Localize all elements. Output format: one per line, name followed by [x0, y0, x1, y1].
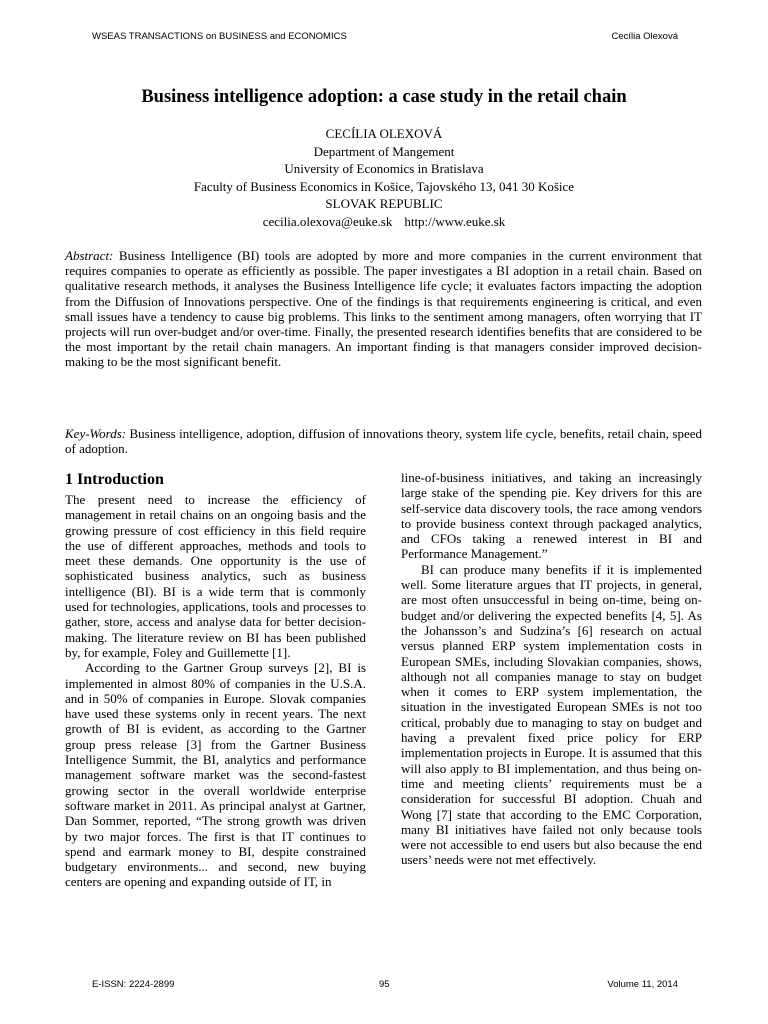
author-department: Department of Mangement — [313, 143, 455, 159]
footer-volume: Volume 11, 2014 — [607, 979, 678, 990]
page-number: 95 — [379, 979, 390, 990]
footer-issn: E-ISSN: 2224-2899 — [92, 979, 175, 990]
author-block — [0, 125, 768, 230]
intro-paragraph-2: According to the Gartner Group surveys [2], BI is implemented in almost 80% of companies in the U.S.A. and in 50% of companies in Europe. Slovak companies have used these systems only in recent years. The next growth of BI is evident, as according to the Gartner group press release [3] from the Gartner Business Intelligence Summit, the BI, analytics and performance management software market was the second-fastest growing sector in the overall worldwide enterprise software market in 2011. As principal analyst at Gartner, Dan Sommer, reported, “The strong growth was driven by two major forces. The first is that IT continues to spend and earmark money to BI, despite constrained budgetary environments... and second, new buying centers are opening and expanding outside of IT, in — [65, 660, 366, 890]
author-url[interactable]: http://www.euke.sk — [404, 213, 506, 229]
author-country: SLOVAK REPUBLIC — [325, 196, 443, 211]
author-name: CECÍLIA OLEXOVÁ — [325, 126, 443, 141]
right-column — [401, 470, 702, 868]
keywords-label: Key-Words: — [65, 426, 127, 441]
abstract-label: Abstract: — [65, 248, 114, 263]
left-column — [65, 470, 366, 890]
author-email[interactable]: cecilia.olexova@euke.sk — [262, 213, 393, 229]
author-contact — [0, 213, 768, 231]
intro-paragraph-3: line-of-business initiatives, and taking an increasingly large stake of the spending pie. Key drivers for this are self-service data discovery tools, the race among vendors to provide business context through packaged analytics, and CFOs taking a renewed interest in BI and Performance Management.” — [401, 470, 702, 562]
keywords — [65, 426, 702, 456]
keywords-text: Business intelligence, adoption, diffusion of innovations theory, system life cycle, benefits, retail chain, speed of adoption. — [65, 426, 702, 457]
author-university: University of Economics in Bratislava — [284, 161, 484, 176]
section-heading: 1 Introduction — [65, 471, 164, 488]
journal-name: WSEAS TRANSACTIONS on BUSINESS and ECONOMICS — [92, 31, 347, 42]
abstract — [65, 248, 702, 370]
paper-title: Business intelligence adoption: a case study in the retail chain — [141, 87, 627, 107]
intro-paragraph-1: The present need to increase the efficiency of management in retail chains on an ongoing basis and the growing pressure of cost efficiency in this field require the use of different approaches, methods and tools to meet these demands. One opportunity is the use of sophisticated business analytics, such as business intelligence (BI). BI is a wide term that is commonly used for technologies, applications, tools and processes to gather, store, access and analyse data for better decision-making. The literature review on BI has been published by, for example, Foley and Guillemette [1]. — [65, 492, 366, 660]
header-author: Cecília Olexová — [611, 31, 678, 42]
abstract-text: Business Intelligence (BI) tools are adopted by more and more companies in the current environment that requires companies to operate as efficiently as possible. The paper investigates a BI adoption in a retail chain. Based on qualitative research methods, it analyses the Business Intelligence life cycle; it evaluates factors impacting the adoption from the Diffusion of Innovations perspective. One of the findings is that requirements engineering is critical, and even small issues have a tendency to cause big problems. This links to the sentiment among managers, often worrying that IT projects will run over-budget and/or over-time. Finally, the presented research identifies benefits that are considered to be the most important by the retail chain managers. An important finding is that managers consider improved decision-making to be the most significant benefit. — [65, 248, 702, 370]
running-header — [92, 31, 678, 42]
author-faculty: Faculty of Business Economics in Košice, Tajovského 13, 041 30 Košice — [193, 178, 575, 194]
intro-paragraph-4: BI can produce many benefits if it is implemented well. Some literature argues that IT projects, in general, are most often unsuccessful in being on-time, being on-budget and/or delivering the expected benefits [4, 5]. As the Johansson’s and Sudzina’s [6] research on actual versus planned ERP system implementation costs in European SMEs, including Slovakian companies, shows, although not all companies manage to stay on budget when it comes to ERP system implementation, the situation in the investigated European SMEs is not too critical, probably due to managing to stay on budget and having a prevalent fixed price policy for ERP implementation projects in Europe. It is assumed that this will also apply to BI implementation, and thus being on-time and meeting clients’ requirements must be a consideration for successful BI adoption. Chuah and Wong [7] state that according to the EMC Corporation, many BI initiatives have failed not only because tools were not accessible to end users but also because the end users’ needs were not met effectively. — [401, 561, 702, 868]
